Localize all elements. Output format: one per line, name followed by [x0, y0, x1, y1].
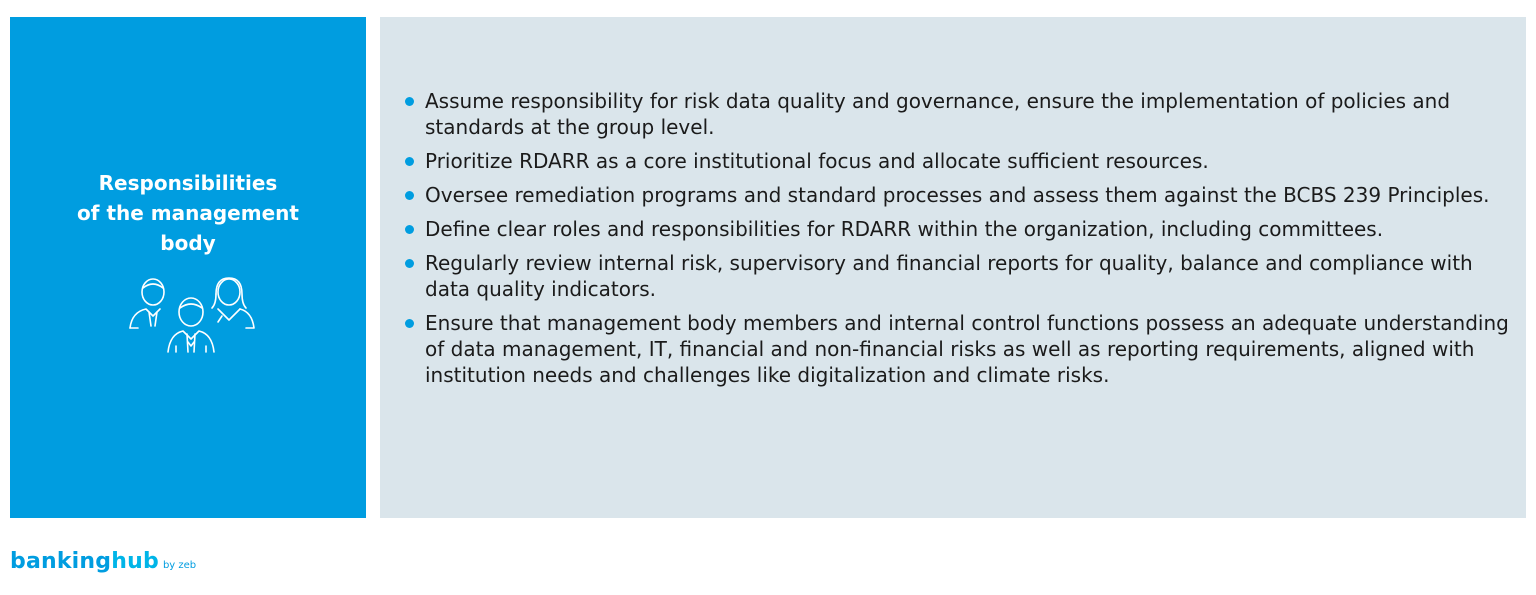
bullet-dot-icon	[405, 191, 414, 200]
list-item-text: Define clear roles and responsibilities for RDARR within the organization, including committees.	[425, 217, 1384, 241]
list-item	[404, 182, 1514, 208]
people-group-icon	[118, 276, 258, 356]
panel-title	[38, 168, 338, 258]
list-item	[404, 216, 1514, 242]
bullet-dot-icon	[405, 225, 414, 234]
logo-part-banking: banking	[10, 549, 112, 574]
bullet-dot-icon	[405, 157, 414, 166]
list-item-text: Ensure that management body members and internal control functions possess an adequate understanding of data management, IT, financial and non-financial risks as well as reporting requirements, aligned with institution needs and challenges like digitalization and climate risks.	[425, 311, 1509, 387]
logo-wordmark	[10, 549, 159, 574]
list-item	[404, 88, 1514, 140]
logo-part-hub: hub	[111, 549, 159, 574]
panel-title-line: Responsibilities	[98, 170, 278, 195]
list-item	[404, 148, 1514, 174]
logo-byline: by zeb	[162, 560, 197, 571]
bullet-dot-icon	[405, 319, 414, 328]
bankinghub-logo	[10, 549, 196, 574]
panel-title-line: of the management	[77, 200, 299, 225]
bullet-panel	[380, 17, 1526, 518]
list-item-text: Prioritize RDARR as a core institutional focus and allocate sufficient resources.	[425, 149, 1209, 173]
list-item-text: Regularly review internal risk, supervisory and financial reports for quality, balance and compliance with data quality indicators.	[425, 251, 1473, 301]
responsibility-panel	[10, 17, 366, 518]
bullet-dot-icon	[405, 259, 414, 268]
list-item	[404, 250, 1514, 302]
bullet-dot-icon	[405, 97, 414, 106]
panel-title-line: body	[160, 230, 216, 255]
list-item-text: Oversee remediation programs and standard processes and assess them against the BCBS 239 Principles.	[425, 183, 1490, 207]
responsibility-list	[404, 88, 1514, 396]
list-item-text: Assume responsibility for risk data quality and governance, ensure the implementation of policies and standards at the group level.	[425, 89, 1451, 139]
list-item	[404, 310, 1514, 388]
